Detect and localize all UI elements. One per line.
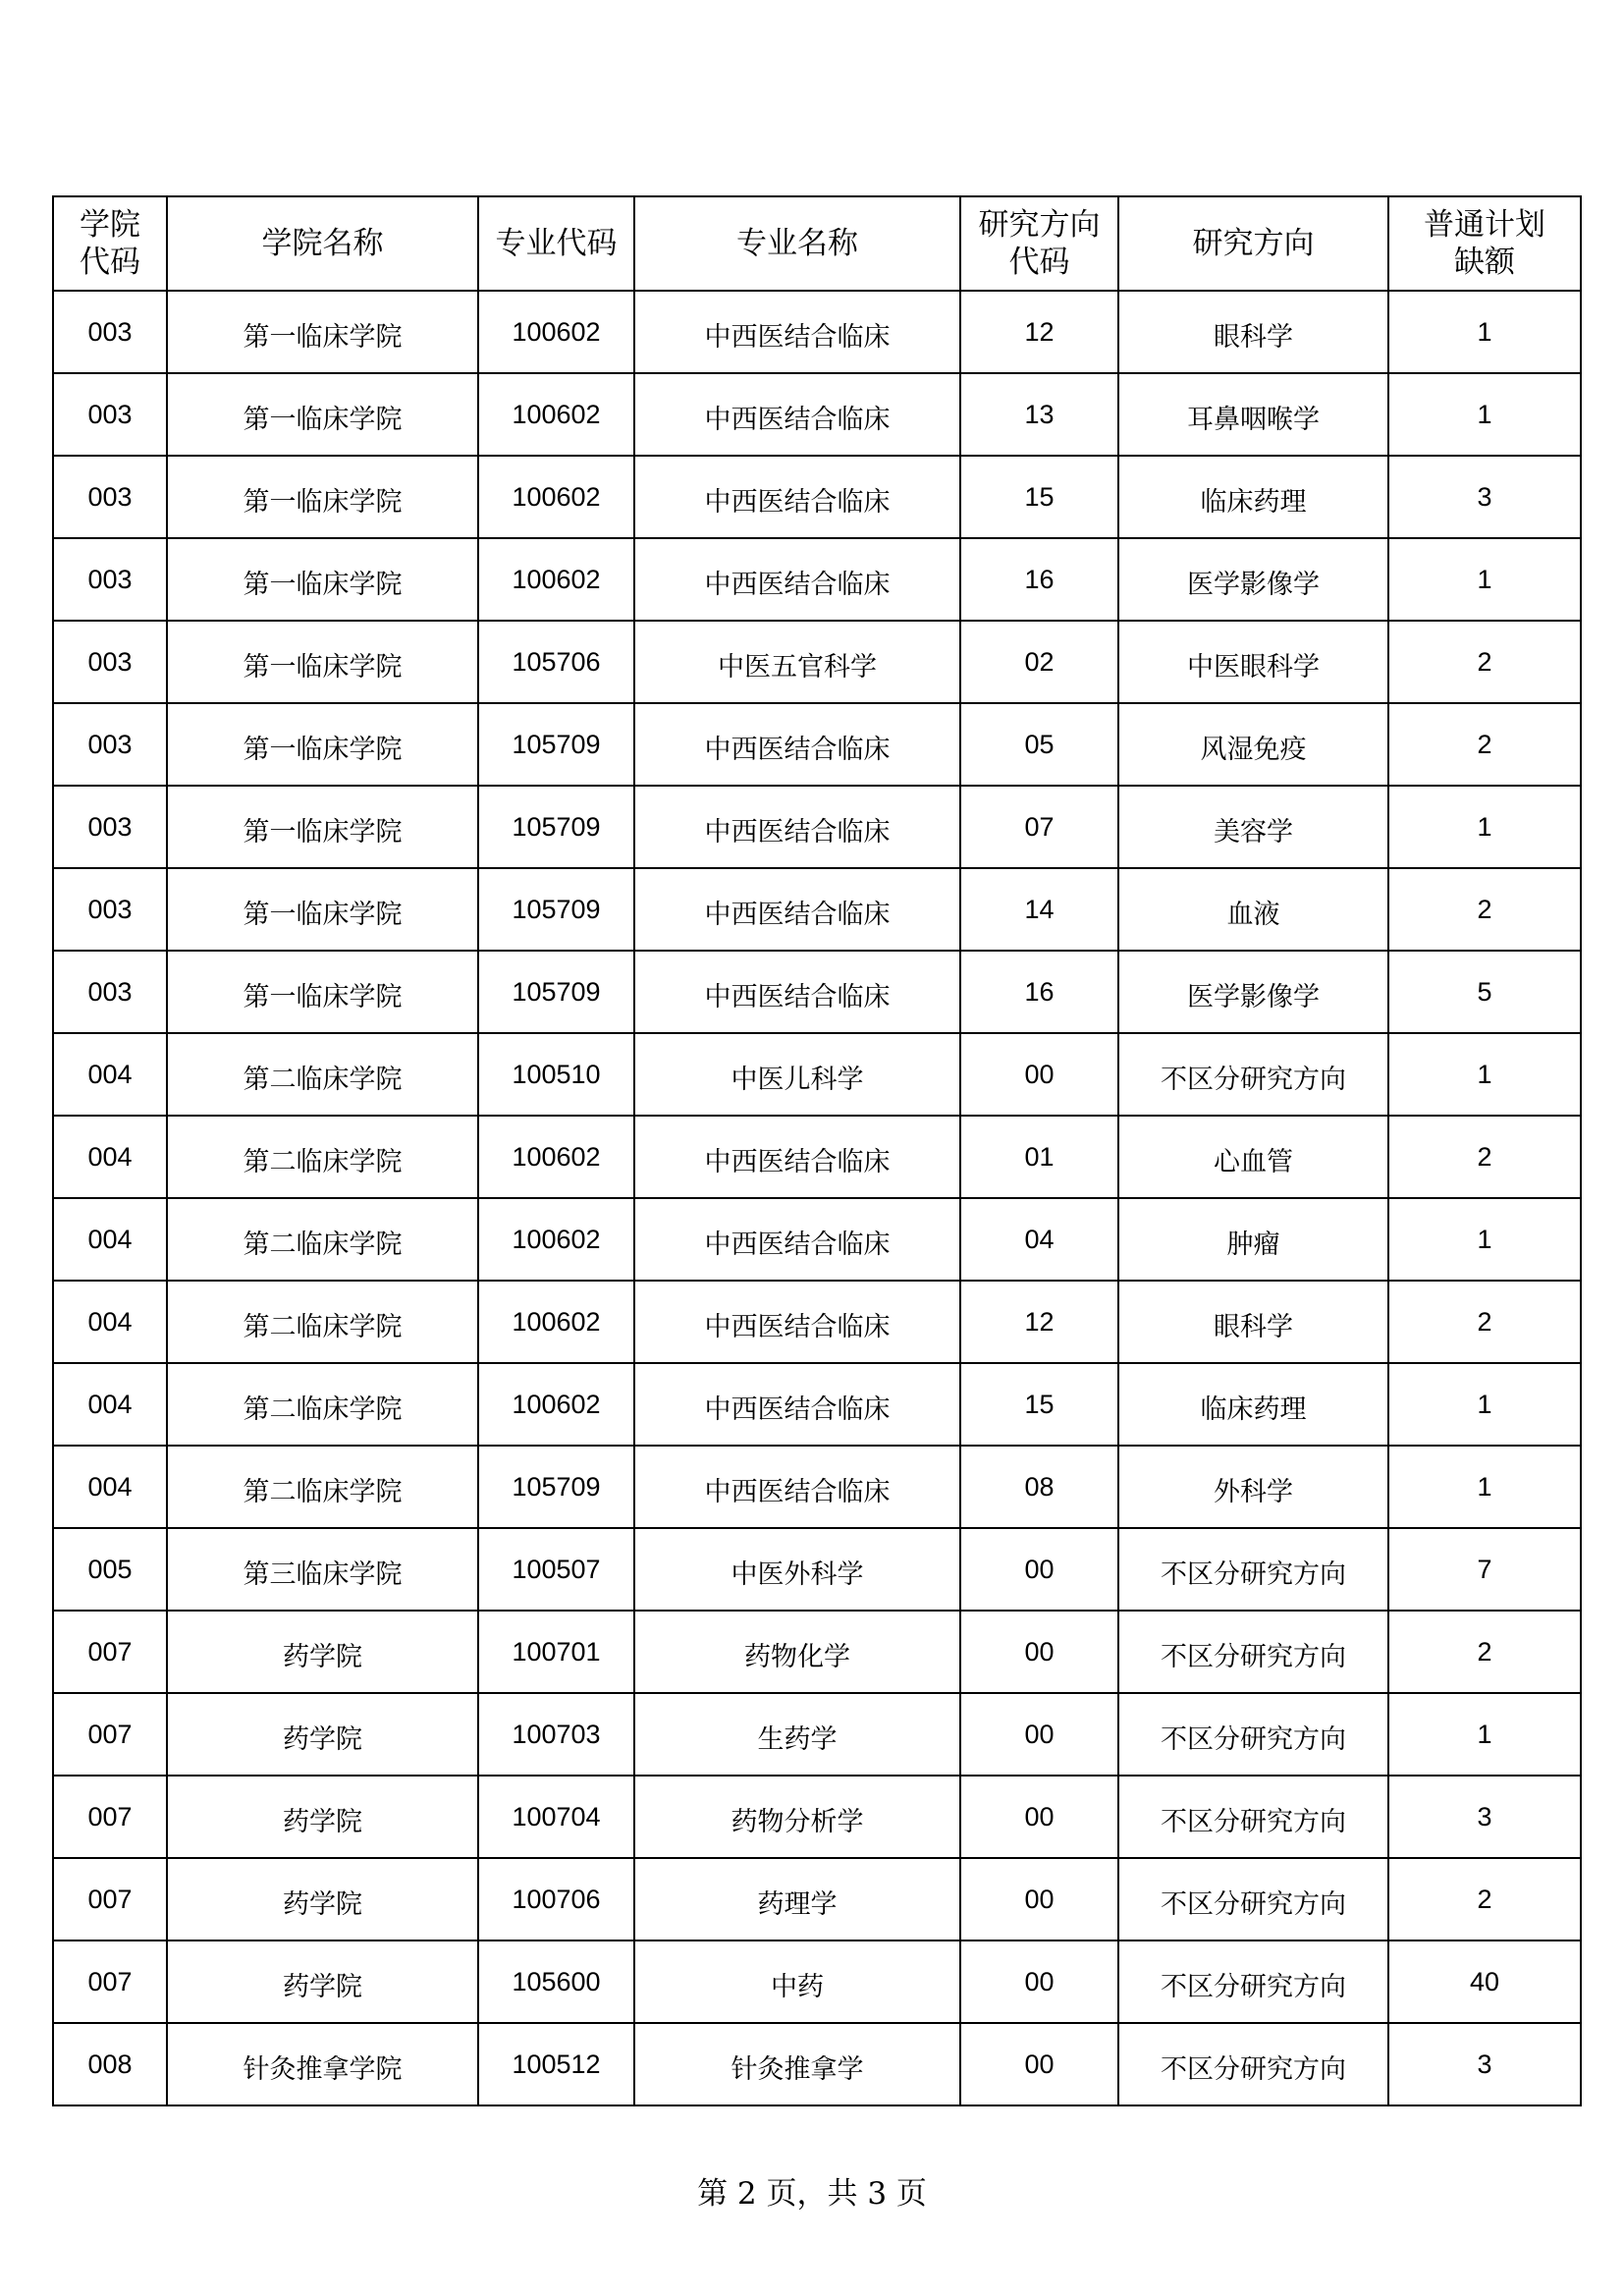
- cell-major-name: 中西医结合临床: [634, 456, 960, 538]
- table-row: [53, 456, 1581, 538]
- table-row: [53, 1363, 1581, 1446]
- cell-college-code: 007: [53, 1611, 167, 1693]
- cell-major-name: 中医五官科学: [634, 621, 960, 703]
- cell-major-name: 中西医结合临床: [634, 786, 960, 868]
- cell-direction-code: 02: [960, 621, 1118, 703]
- cell-vacancy: 3: [1388, 2023, 1581, 2105]
- table-body: [53, 291, 1581, 2105]
- cell-major-name: 药物分析学: [634, 1776, 960, 1858]
- table-row: [53, 373, 1581, 456]
- cell-direction: 不区分研究方向: [1118, 1693, 1388, 1776]
- cell-direction-code: 00: [960, 1528, 1118, 1611]
- cell-college-name: 药学院: [167, 1941, 478, 2023]
- cell-vacancy: 1: [1388, 291, 1581, 373]
- cell-college-name: 第二临床学院: [167, 1116, 478, 1198]
- cell-college-name: 药学院: [167, 1693, 478, 1776]
- table-row: [53, 1858, 1581, 1941]
- cell-college-name: 第一临床学院: [167, 373, 478, 456]
- cell-college-code: 003: [53, 868, 167, 951]
- cell-direction-code: 12: [960, 1281, 1118, 1363]
- cell-direction-code: 14: [960, 868, 1118, 951]
- admission-vacancy-table-container: [52, 195, 1582, 2106]
- cell-vacancy: 2: [1388, 1858, 1581, 1941]
- cell-major-code: 105709: [478, 703, 634, 786]
- cell-college-code: 007: [53, 1693, 167, 1776]
- cell-direction-code: 00: [960, 2023, 1118, 2105]
- table-row: [53, 868, 1581, 951]
- cell-college-code: 007: [53, 1941, 167, 2023]
- cell-major-code: 100602: [478, 1281, 634, 1363]
- cell-major-name: 药理学: [634, 1858, 960, 1941]
- cell-direction-code: 00: [960, 1776, 1118, 1858]
- cell-vacancy: 2: [1388, 1116, 1581, 1198]
- header-direction-code: 研究方向 代码: [960, 196, 1118, 291]
- cell-college-name: 第二临床学院: [167, 1363, 478, 1446]
- cell-direction: 眼科学: [1118, 291, 1388, 373]
- cell-direction: 医学影像学: [1118, 951, 1388, 1033]
- cell-major-code: 100602: [478, 291, 634, 373]
- cell-college-code: 004: [53, 1198, 167, 1281]
- cell-major-name: 中西医结合临床: [634, 951, 960, 1033]
- cell-major-code: 100512: [478, 2023, 634, 2105]
- cell-direction-code: 12: [960, 291, 1118, 373]
- cell-direction: 眼科学: [1118, 1281, 1388, 1363]
- cell-direction: 外科学: [1118, 1446, 1388, 1528]
- cell-major-code: 100602: [478, 1116, 634, 1198]
- table-row: [53, 951, 1581, 1033]
- cell-college-name: 药学院: [167, 1611, 478, 1693]
- cell-major-name: 中西医结合临床: [634, 1363, 960, 1446]
- cell-college-name: 药学院: [167, 1858, 478, 1941]
- header-college-name: 学院名称: [167, 196, 478, 291]
- cell-major-code: 105709: [478, 951, 634, 1033]
- cell-college-name: 第一临床学院: [167, 786, 478, 868]
- cell-college-code: 004: [53, 1363, 167, 1446]
- cell-college-code: 003: [53, 786, 167, 868]
- cell-direction: 医学影像学: [1118, 538, 1388, 621]
- cell-direction-code: 00: [960, 1941, 1118, 2023]
- cell-direction: 中医眼科学: [1118, 621, 1388, 703]
- cell-direction-code: 00: [960, 1693, 1118, 1776]
- cell-college-name: 第一临床学院: [167, 703, 478, 786]
- cell-college-name: 第一临床学院: [167, 456, 478, 538]
- cell-vacancy: 1: [1388, 373, 1581, 456]
- table-row: [53, 1776, 1581, 1858]
- cell-college-name: 第二临床学院: [167, 1446, 478, 1528]
- cell-direction-code: 15: [960, 1363, 1118, 1446]
- cell-major-code: 105709: [478, 1446, 634, 1528]
- cell-major-name: 中西医结合临床: [634, 703, 960, 786]
- cell-direction-code: 00: [960, 1611, 1118, 1693]
- page-number-label: 第 2 页，共 3 页: [697, 2176, 927, 2212]
- cell-vacancy: 1: [1388, 538, 1581, 621]
- cell-major-code: 100507: [478, 1528, 634, 1611]
- table-row: [53, 1198, 1581, 1281]
- cell-major-name: 中西医结合临床: [634, 1116, 960, 1198]
- cell-vacancy: 7: [1388, 1528, 1581, 1611]
- cell-college-name: 药学院: [167, 1776, 478, 1858]
- table-row: [53, 2023, 1581, 2105]
- cell-college-code: 007: [53, 1776, 167, 1858]
- cell-major-code: 100602: [478, 1363, 634, 1446]
- table-row: [53, 786, 1581, 868]
- cell-vacancy: 2: [1388, 868, 1581, 951]
- cell-college-name: 第一临床学院: [167, 868, 478, 951]
- cell-direction: 不区分研究方向: [1118, 1033, 1388, 1116]
- cell-college-code: 005: [53, 1528, 167, 1611]
- cell-vacancy: 1: [1388, 1693, 1581, 1776]
- cell-direction-code: 01: [960, 1116, 1118, 1198]
- cell-major-name: 中药: [634, 1941, 960, 2023]
- cell-college-code: 003: [53, 538, 167, 621]
- cell-major-code: 100602: [478, 538, 634, 621]
- table-row: [53, 1941, 1581, 2023]
- table-row: [53, 621, 1581, 703]
- cell-major-name: 中西医结合临床: [634, 538, 960, 621]
- cell-college-code: 003: [53, 621, 167, 703]
- cell-direction: 临床药理: [1118, 1363, 1388, 1446]
- cell-vacancy: 5: [1388, 951, 1581, 1033]
- cell-vacancy: 2: [1388, 1281, 1581, 1363]
- cell-direction-code: 16: [960, 538, 1118, 621]
- cell-college-name: 第二临床学院: [167, 1281, 478, 1363]
- cell-major-code: 100602: [478, 1198, 634, 1281]
- cell-major-name: 中西医结合临床: [634, 291, 960, 373]
- table-row: [53, 1611, 1581, 1693]
- cell-major-code: 105709: [478, 786, 634, 868]
- cell-vacancy: 1: [1388, 1363, 1581, 1446]
- cell-direction-code: 08: [960, 1446, 1118, 1528]
- cell-vacancy: 1: [1388, 1198, 1581, 1281]
- cell-vacancy: 2: [1388, 1611, 1581, 1693]
- table-row: [53, 538, 1581, 621]
- cell-vacancy: 2: [1388, 703, 1581, 786]
- cell-direction-code: 00: [960, 1858, 1118, 1941]
- cell-major-code: 105706: [478, 621, 634, 703]
- table-row: [53, 1528, 1581, 1611]
- cell-major-name: 中西医结合临床: [634, 1198, 960, 1281]
- table-row: [53, 1033, 1581, 1116]
- cell-college-name: 第二临床学院: [167, 1033, 478, 1116]
- table-row: [53, 291, 1581, 373]
- cell-major-name: 针灸推拿学: [634, 2023, 960, 2105]
- cell-direction: 耳鼻咽喉学: [1118, 373, 1388, 456]
- cell-direction-code: 15: [960, 456, 1118, 538]
- cell-major-code: 100510: [478, 1033, 634, 1116]
- cell-college-name: 第一临床学院: [167, 621, 478, 703]
- cell-major-code: 100602: [478, 373, 634, 456]
- cell-direction: 不区分研究方向: [1118, 1611, 1388, 1693]
- cell-college-code: 004: [53, 1281, 167, 1363]
- header-direction: 研究方向: [1118, 196, 1388, 291]
- cell-college-name: 第二临床学院: [167, 1198, 478, 1281]
- cell-direction: 不区分研究方向: [1118, 2023, 1388, 2105]
- cell-major-name: 生药学: [634, 1693, 960, 1776]
- cell-college-code: 003: [53, 951, 167, 1033]
- cell-college-name: 针灸推拿学院: [167, 2023, 478, 2105]
- cell-college-code: 004: [53, 1033, 167, 1116]
- cell-direction: 临床药理: [1118, 456, 1388, 538]
- cell-direction-code: 00: [960, 1033, 1118, 1116]
- cell-direction: 不区分研究方向: [1118, 1528, 1388, 1611]
- cell-direction: 不区分研究方向: [1118, 1941, 1388, 2023]
- table-header-row: [53, 196, 1581, 291]
- cell-college-code: 007: [53, 1858, 167, 1941]
- cell-vacancy: 40: [1388, 1941, 1581, 2023]
- cell-direction-code: 16: [960, 951, 1118, 1033]
- cell-college-name: 第三临床学院: [167, 1528, 478, 1611]
- cell-direction: 不区分研究方向: [1118, 1776, 1388, 1858]
- cell-direction: 不区分研究方向: [1118, 1858, 1388, 1941]
- cell-major-name: 中西医结合临床: [634, 1281, 960, 1363]
- cell-major-name: 药物化学: [634, 1611, 960, 1693]
- cell-direction: 风湿免疫: [1118, 703, 1388, 786]
- header-college-code: 学院 代码: [53, 196, 167, 291]
- cell-college-code: 004: [53, 1116, 167, 1198]
- cell-direction: 心血管: [1118, 1116, 1388, 1198]
- table-row: [53, 1281, 1581, 1363]
- cell-major-name: 中西医结合临床: [634, 1446, 960, 1528]
- table-row: [53, 703, 1581, 786]
- cell-vacancy: 2: [1388, 621, 1581, 703]
- cell-direction: 美容学: [1118, 786, 1388, 868]
- cell-major-code: 100704: [478, 1776, 634, 1858]
- cell-vacancy: 3: [1388, 456, 1581, 538]
- cell-direction: 血液: [1118, 868, 1388, 951]
- cell-major-code: 100703: [478, 1693, 634, 1776]
- table-row: [53, 1116, 1581, 1198]
- header-vacancy: 普通计划 缺额: [1388, 196, 1581, 291]
- cell-college-name: 第一临床学院: [167, 538, 478, 621]
- cell-college-code: 003: [53, 373, 167, 456]
- cell-major-name: 中西医结合临床: [634, 373, 960, 456]
- cell-direction-code: 05: [960, 703, 1118, 786]
- cell-major-code: 105709: [478, 868, 634, 951]
- cell-vacancy: 1: [1388, 1446, 1581, 1528]
- cell-college-code: 003: [53, 456, 167, 538]
- cell-major-code: 100701: [478, 1611, 634, 1693]
- cell-college-code: 008: [53, 2023, 167, 2105]
- cell-direction-code: 07: [960, 786, 1118, 868]
- cell-major-name: 中医外科学: [634, 1528, 960, 1611]
- cell-college-name: 第一临床学院: [167, 951, 478, 1033]
- cell-direction-code: 13: [960, 373, 1118, 456]
- cell-vacancy: 1: [1388, 786, 1581, 868]
- cell-college-code: 003: [53, 291, 167, 373]
- cell-major-code: 105600: [478, 1941, 634, 2023]
- cell-major-name: 中西医结合临床: [634, 868, 960, 951]
- cell-vacancy: 1: [1388, 1033, 1581, 1116]
- cell-college-code: 003: [53, 703, 167, 786]
- cell-major-code: 100706: [478, 1858, 634, 1941]
- cell-major-name: 中医儿科学: [634, 1033, 960, 1116]
- cell-direction-code: 04: [960, 1198, 1118, 1281]
- cell-direction: 肿瘤: [1118, 1198, 1388, 1281]
- cell-college-code: 004: [53, 1446, 167, 1528]
- header-major-code: 专业代码: [478, 196, 634, 291]
- table-row: [53, 1693, 1581, 1776]
- header-major-name: 专业名称: [634, 196, 960, 291]
- admission-vacancy-table: [52, 195, 1582, 2106]
- cell-vacancy: 3: [1388, 1776, 1581, 1858]
- cell-major-code: 100602: [478, 456, 634, 538]
- page-number-footer: [0, 2168, 1624, 2213]
- table-row: [53, 1446, 1581, 1528]
- cell-college-name: 第一临床学院: [167, 291, 478, 373]
